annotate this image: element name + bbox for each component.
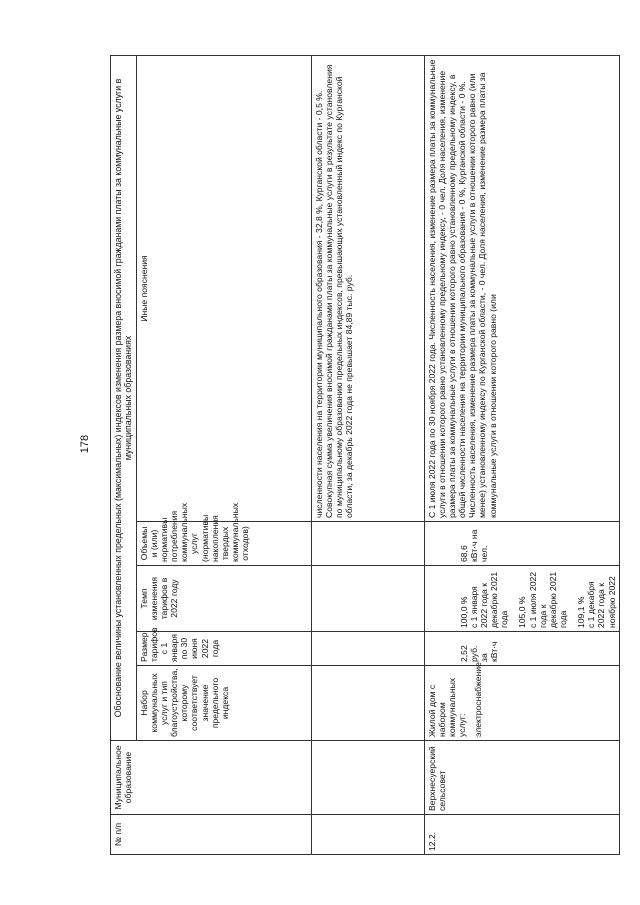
cell-notes: С 1 июля 2022 года по 30 ноября 2022 года. Численность населения, изменение размера платы за коммунальные услуги в отношении которого равно установленному предельному индексу, - 0 чел. Доля населения, изменение размера платы за коммунальные услуги в отношении которого равно установленному предельному индексу, в общей численности населения на территории муниципального образования - 0 %, Курганской области - 0 %. Численность населения, изменение размера платы за коммунальные услуги в отношении которого равно (или менее) установленному индексу по Курганской области, - 0 чел. Доля населения, изменение размера платы за коммунальные услуги в отношении которого равно (или xyxy=(424,56,619,522)
cell-empty xyxy=(311,741,424,815)
cell-empty xyxy=(311,666,424,741)
header-growth: Темп изменения тарифов в 2022 году xyxy=(136,566,311,632)
cell-empty xyxy=(311,522,424,566)
rotated-table-sheet xyxy=(110,55,620,855)
header-set: Набор коммунальных услуг и тип благоустройства, которому соответствует значение предельного индекса xyxy=(136,666,311,741)
growth-3: 109,1 % xyxy=(576,596,587,628)
service-name: электроснабжение xyxy=(473,662,484,737)
cell-empty xyxy=(311,632,424,666)
cell-volume: 68,6 кВт·ч на чел. xyxy=(424,522,619,566)
cell-growth xyxy=(424,566,619,632)
growth-2-period: с 1 июля 2022 года к декабрю 2021 года xyxy=(527,571,569,628)
cell-empty xyxy=(311,566,424,632)
growth-1: 100,0 % xyxy=(458,596,469,628)
cell-num: 12.2. xyxy=(424,815,619,855)
header-notes: Иные пояснения xyxy=(136,56,311,522)
cell-prev-note: численности населения на территории муниципального образования - 32,8 %, Курганской области - 0,5 %. Совокупная сумма увеличения вносимой гражданами платы за коммунальные услуги в результате установления по муниципальному образованию предельных индексов, превышающих установленный индекс по Курганской области, за декабрь 2022 года не превышает 84,89 тыс. руб. xyxy=(311,56,424,522)
table-row xyxy=(424,56,619,855)
header-group-title: Обоснование величины установленных предельных (максимальных) индексов изменения размера вносимой гражданами платы за коммунальные услуги в муниципальных образованиях xyxy=(111,56,137,741)
page-number: 178 xyxy=(79,434,91,454)
set-title: Жилой дом с набором коммунальных услуг: xyxy=(426,677,468,737)
cell-tariff: 2,52 руб. за кВт·ч xyxy=(424,632,619,666)
growth-2: 105,0 % xyxy=(517,596,528,628)
growth-1-period: с 1 января 2022 года к декабрю 2021 года xyxy=(468,571,510,628)
cell-empty xyxy=(311,815,424,855)
header-num: № п/п xyxy=(111,815,312,855)
growth-3-period: с 1 декабря 2022 года к ноябрю 2022 xyxy=(586,576,617,628)
cell-set xyxy=(424,662,619,741)
table-row xyxy=(311,56,424,855)
justification-table xyxy=(110,55,620,855)
cell-municipality: Верхнесуерский сельсовет xyxy=(424,741,619,815)
header-volumes: Объемы и (или) нормативы потребления коммунальных услуг (нормативы накопления твердых коммунальных отходов) xyxy=(136,522,311,566)
header-tariff: Размер тарифов с 1 января по 30 июня 2022 года xyxy=(136,632,311,666)
header-municipality: Муниципальное образование xyxy=(111,741,312,815)
